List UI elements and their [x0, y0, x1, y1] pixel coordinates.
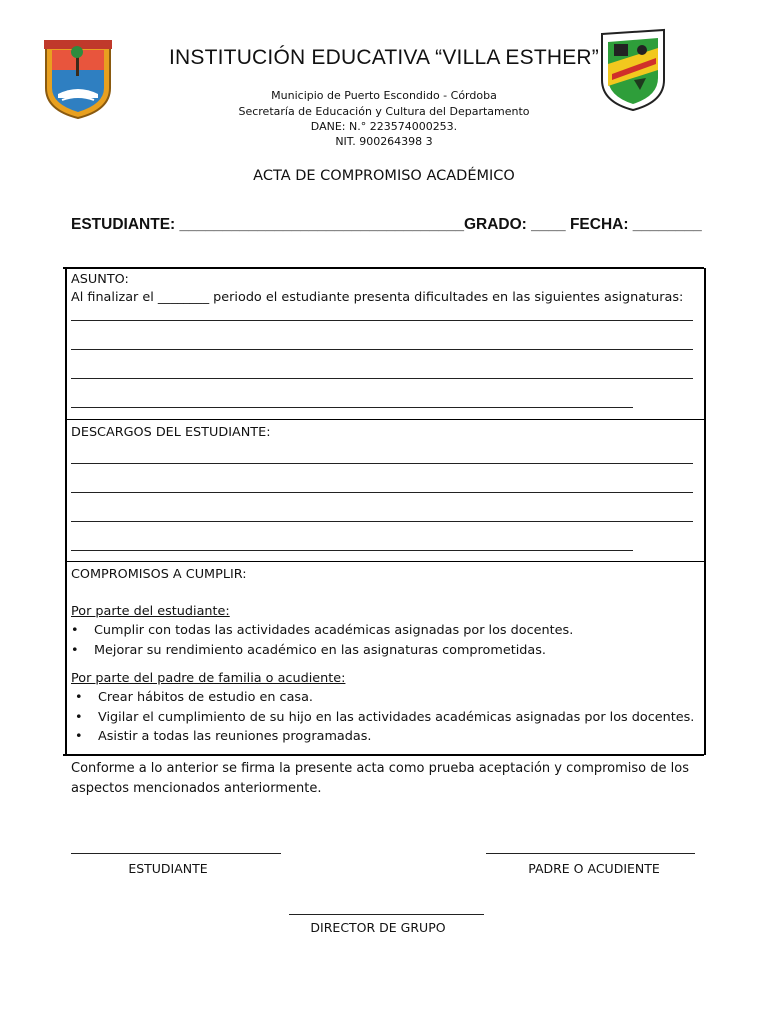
- list-item: [75, 688, 83, 707]
- date-field[interactable]: FECHA: ________: [569, 216, 702, 233]
- student-commitment-2: Mejorar su rendimiento académico en las asignaturas comprometidas.: [94, 643, 546, 658]
- list-item: [71, 641, 79, 660]
- director-signature-label: DIRECTOR DE GRUPO: [310, 920, 446, 935]
- bullet-icon: •: [75, 690, 83, 705]
- student-signature-label: ESTUDIANTE: [128, 861, 208, 876]
- descargos-line-4[interactable]: [71, 550, 633, 551]
- student-info-row: [71, 216, 701, 234]
- descargos-line-3[interactable]: [71, 521, 693, 522]
- closing-line-1: Conforme a lo anterior se firma la presente acta como prueba aceptación y compromiso de los: [71, 761, 689, 776]
- asunto-sentence: Al finalizar el ________ periodo el estudiante presenta dificultades en las siguientes asignaturas:: [71, 290, 684, 305]
- parent-signature-line[interactable]: [486, 853, 695, 854]
- grade-field[interactable]: GRADO: ____: [463, 216, 566, 233]
- asunto-line-3[interactable]: [71, 378, 693, 379]
- descargos-line-1[interactable]: [71, 463, 693, 464]
- box-top-border: [63, 267, 704, 269]
- bullet-icon: •: [75, 729, 83, 744]
- descargos-line-2[interactable]: [71, 492, 693, 493]
- section-divider-1: [65, 419, 704, 420]
- header-secretaria: Secretaría de Educación y Cultura del Departamento: [238, 105, 530, 118]
- student-signature-line[interactable]: [71, 853, 281, 854]
- closing-line-2: aspectos mencionados anteriormente.: [71, 781, 322, 796]
- asunto-line-2[interactable]: [71, 349, 693, 350]
- parent-commitment-3: Asistir a todas las reuniones programadas.: [98, 729, 372, 744]
- list-item: [71, 621, 79, 640]
- asunto-line-4[interactable]: [71, 407, 633, 408]
- header-nit: NIT. 900264398 3: [335, 135, 433, 148]
- asunto-line-1[interactable]: [71, 320, 693, 321]
- student-commitments-heading: Por parte del estudiante:: [71, 604, 230, 619]
- descargos-heading: DESCARGOS DEL ESTUDIANTE:: [71, 425, 271, 440]
- bullet-icon: •: [71, 643, 79, 658]
- parent-commitment-2: Vigilar el cumplimiento de su hijo en las actividades académicas asignadas por los docentes.: [98, 710, 695, 725]
- bullet-icon: •: [75, 710, 83, 725]
- section-divider-2: [65, 561, 704, 562]
- student-field[interactable]: ESTUDIANTE: _________________________________: [71, 216, 464, 233]
- list-item: [75, 727, 83, 746]
- asunto-heading: ASUNTO:: [71, 272, 129, 287]
- list-item: [75, 708, 83, 727]
- header-dane: DANE: N.° 223574000253.: [310, 120, 458, 133]
- student-commitment-1: Cumplir con todas las actividades académicas asignadas por los docentes.: [94, 623, 574, 638]
- parent-signature-label: PADRE O ACUDIENTE: [528, 861, 660, 876]
- header-municipality: Municipio de Puerto Escondido - Córdoba: [271, 89, 497, 102]
- box-bottom-border: [63, 754, 704, 756]
- document-title: ACTA DE COMPROMISO ACADÉMICO: [253, 168, 515, 184]
- bullet-icon: •: [71, 623, 79, 638]
- parent-commitment-1: Crear hábitos de estudio en casa.: [98, 690, 313, 705]
- institution-title: INSTITUCIÓN EDUCATIVA “VILLA ESTHER”: [169, 46, 599, 69]
- compromisos-heading: COMPROMISOS A CUMPLIR:: [71, 567, 247, 582]
- director-signature-line[interactable]: [289, 914, 484, 915]
- period-blank[interactable]: ________: [157, 290, 210, 305]
- parent-commitments-heading: Por parte del padre de familia o acudiente:: [71, 671, 346, 686]
